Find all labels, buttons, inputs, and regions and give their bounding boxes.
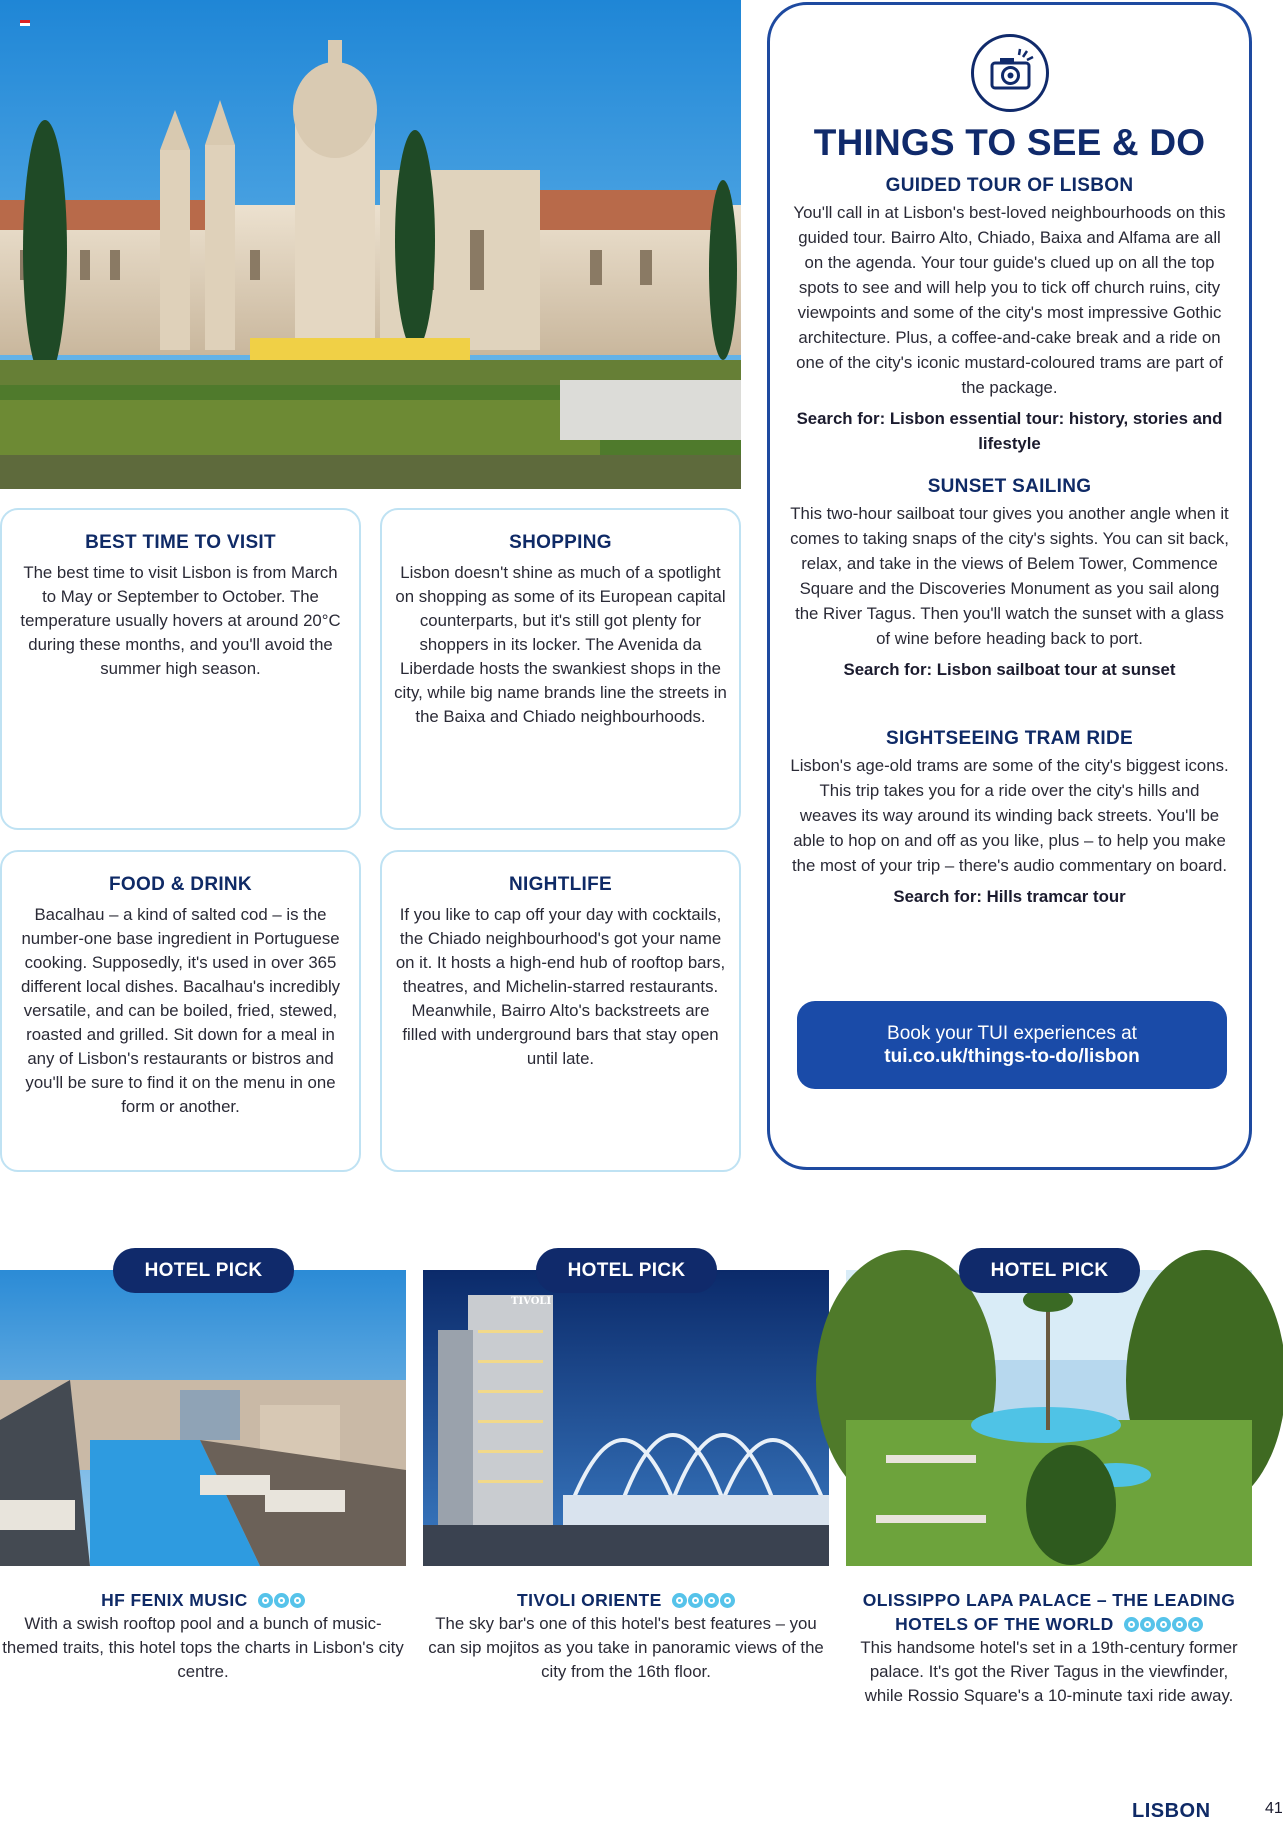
section-title: SIGHTSEEING TRAM RIDE (886, 728, 1133, 749)
section-search: Search for: Lisbon essential tour: history, stories and lifestyle (796, 409, 1223, 453)
hotel-pick-tag: HOTEL PICK (959, 1248, 1140, 1293)
section-guided-tour (790, 175, 1229, 456)
hotel-name-text: TIVOLI ORIENTE (517, 1590, 662, 1610)
camera-icon (971, 34, 1049, 112)
section-search: Search for: Hills tramcar tour (893, 887, 1126, 906)
hotel-photo (0, 1270, 406, 1566)
button-text: Book your TUI experiences at (887, 1023, 1137, 1044)
hotel-desc: This handsome hotel's set in a 19th-century former palace. It's got the River Tagus in the viewfinder, while Rossio Square's a 10-minute taxi ride away. (860, 1638, 1238, 1705)
hotel-name-text: OLISSIPPO LAPA PALACE – THE LEADING (862, 1590, 1236, 1610)
section-body: Lisbon's age-old trams are some of the city's biggest icons. This trip takes you for a ride over the city's hills and weaves its way around its winding back streets. You'll be able to hop on and off as you like, plus – to help you make the most of your trip – there's audio commentary on board. (790, 756, 1229, 875)
hotel-name-text: HOTELS OF THE WORLD (895, 1614, 1114, 1634)
footer-section-label: LISBON (1132, 1800, 1211, 1822)
section-sunset-sailing (790, 476, 1229, 682)
hotel-pick-tag: HOTEL PICK (113, 1248, 294, 1293)
section-tram-ride (790, 728, 1229, 909)
rating-icon (1123, 1614, 1203, 1638)
hotel-photo (423, 1270, 829, 1566)
card-nightlife (380, 850, 741, 1172)
tivoli-sign: TIVOLI (511, 1296, 552, 1307)
hotel-name (846, 1588, 1252, 1638)
flag-icon (20, 20, 30, 26)
hotel-name (423, 1588, 829, 1614)
card-body: The best time to visit Lisbon is from March to May or September to October. The temperature usually hovers at around 20°C during these months, and you'll avoid the summer high season. (20, 563, 341, 678)
book-experiences-button[interactable] (797, 1001, 1227, 1089)
hotel-name (0, 1588, 406, 1614)
hotel-desc: With a swish rooftop pool and a bunch of music-themed traits, this hotel tops the charts in Lisbon's city centre. (2, 1614, 404, 1681)
card-body: Bacalhau – a kind of salted cod – is the number-one base ingredient in Portuguese cooking. Supposedly, it's used in over 365 different local dishes. Bacalhau's incredibly versatile, and can be boiled, fried, stewed, roasted and grilled. Sit down for a meal in any of Lisbon's restaurants or bistros and you'll be sure to find it on the menu in one form or another. (20, 905, 341, 1116)
card-body: Lisbon doesn't shine as much of a spotlight on shopping as some of its European capital counterparts, but it's still got plenty for shoppers in its locker. The Avenida da Liberdade hosts the swankiest shops in the city, while big name brands line the streets in the Baixa and Chiado neighbourhoods. (394, 563, 727, 726)
card-title: FOOD & DRINK (109, 874, 252, 895)
card-title: BEST TIME TO VISIT (85, 532, 276, 553)
card-title: NIGHTLIFE (509, 874, 612, 895)
hotel-pick-tag: HOTEL PICK (536, 1248, 717, 1293)
rating-icon (671, 1590, 735, 1614)
rating-icon (257, 1590, 305, 1614)
button-url[interactable]: tui.co.uk/things-to-do/lisbon (884, 1046, 1140, 1067)
section-title: SUNSET SAILING (927, 476, 1092, 497)
card-food-drink (0, 850, 361, 1172)
things-to-do-panel (767, 2, 1252, 1170)
hotel-photo (846, 1270, 1252, 1566)
section-body: You'll call in at Lisbon's best-loved neighbourhoods on this guided tour. Bairro Alto, Chiado, Baixa and Alfama are all on the agenda. Your tour guide's clued up on all the top spots to see and will help you to tick off church ruins, city viewpoints and some of the city's most impressive Gothic architecture. Plus, a coffee-and-cake break and a ride on one of the city's iconic mustard-coloured trams are part of the package. (793, 203, 1226, 397)
section-title: GUIDED TOUR OF LISBON (885, 175, 1134, 196)
card-title: SHOPPING (509, 532, 612, 553)
section-search: Search for: Lisbon sailboat tour at sunset (843, 660, 1176, 679)
card-shopping (380, 508, 741, 830)
page-number: 41 (1265, 1800, 1283, 1817)
section-body: This two-hour sailboat tour gives you another angle when it comes to taking snaps of the city's sights. You can sit back, relax, and take in the views of Belem Tower, Commence Square and the Discoveries Monument as you sail along the River Tagus. Then you'll watch the sunset with a glass of wine before heading back to port. (790, 504, 1229, 648)
hotel-desc: The sky bar's one of this hotel's best features – you can sip mojitos as you take in panoramic views of the city from the 16th floor. (428, 1614, 824, 1681)
card-best-time (0, 508, 361, 830)
hero-photo (0, 0, 741, 489)
hotel-name-text: HF FENIX MUSIC (101, 1590, 248, 1610)
jeronimos-monastery-photo (0, 0, 741, 489)
panel-title: THINGS TO SEE & DO (813, 122, 1206, 163)
card-body: If you like to cap off your day with cocktails, the Chiado neighbourhood's got your name on it. It hosts a high-end hub of rooftop bars, theatres, and Michelin-starred restaurants. Meanwhile, Bairro Alto's backstreets are filled with underground bars that stay open until late. (395, 905, 726, 1068)
